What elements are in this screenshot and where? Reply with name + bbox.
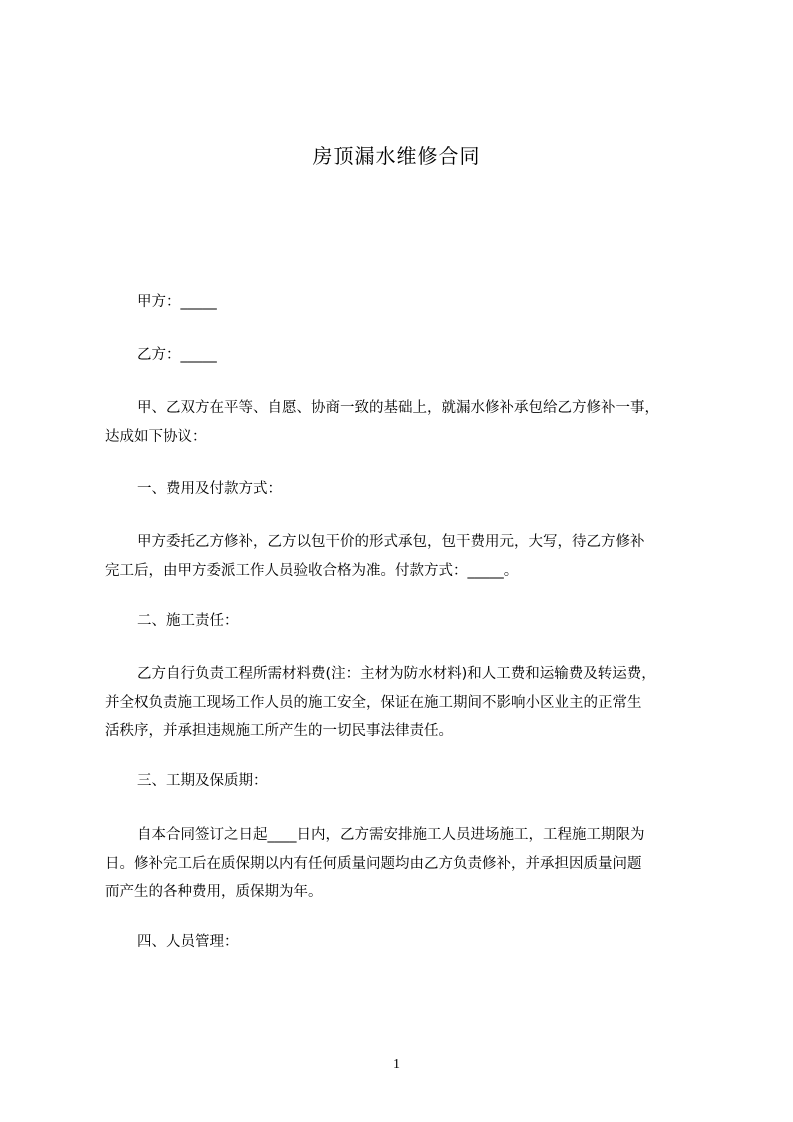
section-2-line-1: 乙方自行负责工程所需材料费(注：主材为防水材料)和人工费和运输费及转运费， [137, 666, 656, 682]
section-2-line-3: 活秩序，并承担违规施工所产生的一切民事法律责任。 [105, 723, 453, 739]
section-2-heading: 二、施工责任： [137, 613, 239, 629]
section-4-heading: 四、人员管理： [137, 934, 239, 950]
section-1-line-2: 完工后，由甲方委派工作人员验收合格为准。付款方式：_____。 [105, 563, 519, 579]
page-title: 房顶漏水维修合同 [312, 144, 481, 168]
page-number: 1 [393, 1057, 400, 1072]
section-2-line-2: 并全权负责施工现场工作人员的施工安全，保证在施工期间不影响小区业主的正常生 [105, 695, 642, 711]
section-3-line-1: 自本合同签订之日起____日内，乙方需安排施工人员进场施工，工程施工期限为 [137, 827, 645, 843]
party-b-line: 乙方：_____ [137, 347, 217, 363]
party-a-line: 甲方：_____ [137, 294, 217, 310]
intro-line-1: 甲、乙双方在平等、自愿、协商一致的基础上，就漏水修补承包给乙方修补一事， [137, 400, 659, 416]
section-3-heading: 三、工期及保质期： [137, 773, 268, 789]
intro-line-2: 达成如下协议： [105, 429, 207, 445]
section-3-line-2: 日。修补完工后在质保期以内有任何质量问题均由乙方负责修补，并承担因质量问题 [105, 856, 642, 872]
section-1-heading: 一、费用及付款方式： [137, 481, 282, 497]
section-1-line-1: 甲方委托乙方修补，乙方以包干价的形式承包，包干费用元，大写，待乙方修补 [137, 534, 645, 550]
section-3-line-3: 而产生的各种费用，质保期为年。 [105, 884, 323, 900]
